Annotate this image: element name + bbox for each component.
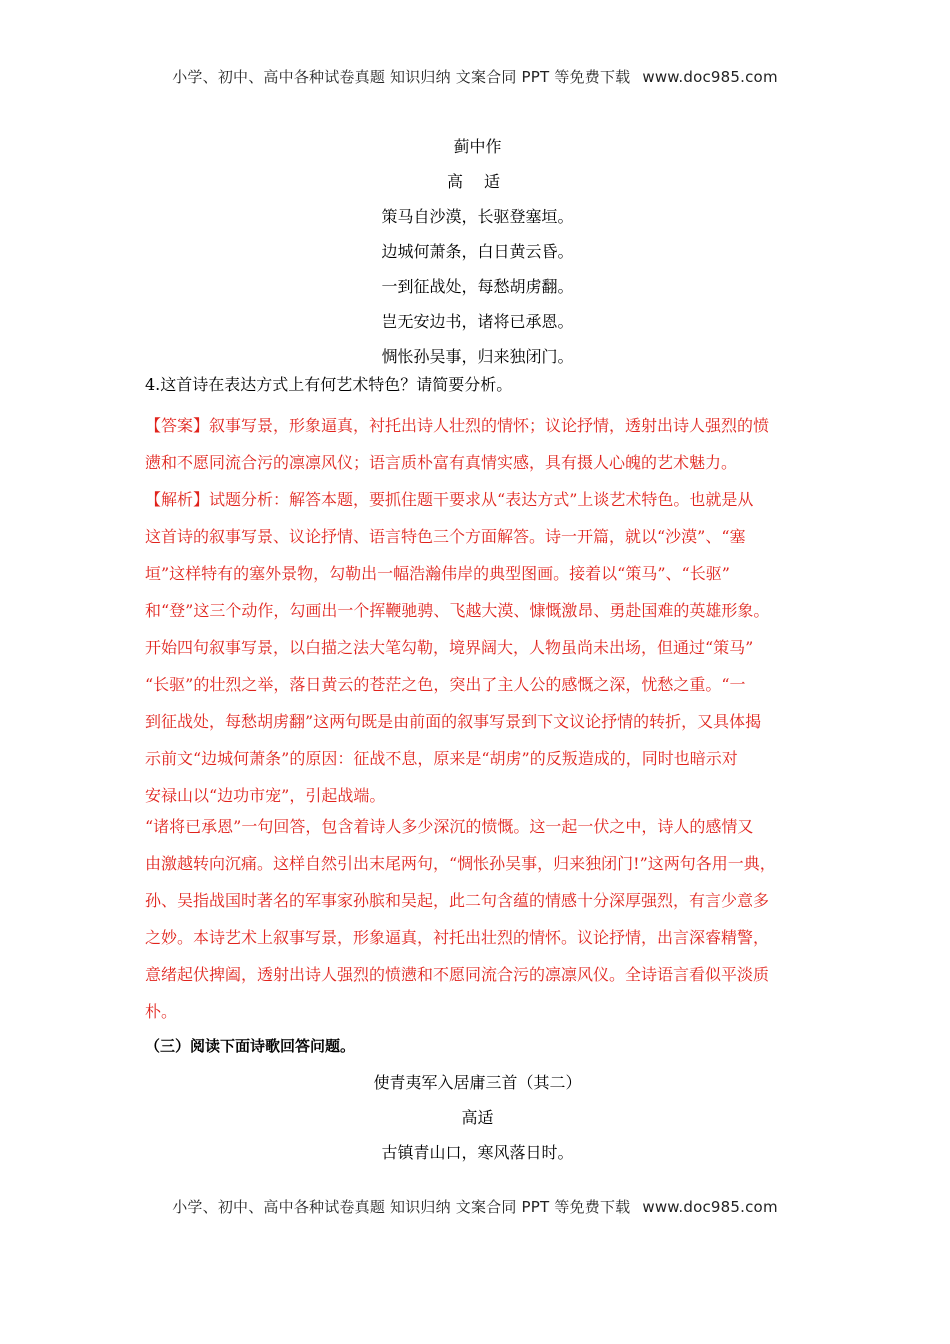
poem1-author: 高 适 bbox=[446, 172, 509, 191]
poem2-line: 古镇青山口，寒风落日时。 bbox=[381, 1143, 574, 1162]
header-site-link[interactable]: www.doc985.com bbox=[642, 68, 778, 86]
page-footer bbox=[0, 1196, 950, 1217]
poem1-line: 一到征战处，每愁胡虏翻。 bbox=[381, 277, 574, 296]
analysis-line: 到征战处，每愁胡虏翻”这两句既是由前面的叙事写景到下文议论抒情的转折，又具体揭 bbox=[145, 712, 762, 731]
poem1-line: 边城何萧条，白日黄云昏。 bbox=[381, 242, 574, 261]
header-text: 小学、初中、高中各种试卷真题 知识归纳 文案合同 PPT 等免费下载 bbox=[172, 68, 631, 86]
poem1-title: 蓟中作 bbox=[453, 137, 502, 156]
analysis-line: 示前文“边城何萧条”的原因：征战不息，原来是“胡虏”的反叛造成的，同时也暗示对 bbox=[145, 749, 738, 768]
analysis-tag: 【解析】 bbox=[145, 490, 210, 509]
answer-line: 懑和不愿同流合污的凛凛风仪；语言质朴富有真情实感，具有摄人心魄的艺术魅力。 bbox=[145, 453, 738, 472]
document-body bbox=[145, 137, 810, 1178]
analysis-line: “长驱”的壮烈之举，落日黄云的苍茫之色，突出了主人公的感慨之深，忧愁之重。“一 bbox=[145, 675, 746, 694]
analysis-line: 朴。 bbox=[145, 1002, 178, 1021]
analysis-line: 垣”这样特有的塞外景物，勾勒出一幅浩瀚伟岸的典型图画。接着以“策马”、“长驱” bbox=[145, 564, 730, 583]
footer-text: 小学、初中、高中各种试卷真题 知识归纳 文案合同 PPT 等免费下载 bbox=[172, 1198, 631, 1216]
analysis-block bbox=[145, 481, 810, 1030]
poem2-title: 使青夷军入居庸三首（其二） bbox=[373, 1073, 582, 1092]
analysis-line: 孙、吴指战国时著名的军事家孙膑和吴起，此二句含蕴的情感十分深厚强烈，有言少意多 bbox=[145, 891, 770, 910]
page-header bbox=[0, 66, 950, 87]
analysis-line: “诸将已承恩”一句回答，包含着诗人多少深沉的愤慨。这一起一伏之中，诗人的感情又 bbox=[145, 817, 754, 836]
analysis-line: 和“登”这三个动作，勾画出一个挥鞭驰骋、飞越大漠、慷慨激昂、勇赴国难的英雄形象。 bbox=[145, 601, 770, 620]
analysis-line: 这首诗的叙事写景、议论抒情、语言特色三个方面解答。诗一开篇，就以“沙漠”、“塞 bbox=[145, 527, 746, 546]
analysis-line: 之妙。本诗艺术上叙事写景，形象逼真，衬托出壮烈的情怀。议论抒情，出言深睿精警， bbox=[145, 928, 770, 947]
poem2-author: 高适 bbox=[461, 1108, 494, 1127]
analysis-line: 开始四句叙事写景，以白描之法大笔勾勒，境界阔大，人物虽尚未出场，但通过“策马” bbox=[145, 638, 754, 657]
poem1-line: 岂无安边书，诸将已承恩。 bbox=[381, 312, 574, 331]
poem1-line: 惆怅孙吴事，归来独闭门。 bbox=[381, 347, 574, 366]
poem1-line: 策马自沙漠，长驱登塞垣。 bbox=[381, 207, 574, 226]
analysis-line: 【解析】试题分析：解答本题，要抓住题干要求从“表达方式”上谈艺术特色。也就是从 bbox=[145, 490, 754, 509]
section-3-heading: （三）阅读下面诗歌回答问题。 bbox=[145, 1037, 356, 1055]
analysis-line: 安禄山以“边功市宠”，引起战端。 bbox=[145, 786, 386, 805]
answer-block bbox=[145, 407, 810, 481]
answer-tag: 【答案】 bbox=[145, 416, 210, 435]
analysis-line: 由激越转向沉痛。这样自然引出末尾两句，“惆怅孙吴事，归来独闭门!”这两句各用一典， bbox=[145, 854, 776, 873]
answer-line: 【答案】叙事写景，形象逼真，衬托出诗人壮烈的情怀；议论抒情，透射出诗人强烈的愤 bbox=[145, 416, 770, 435]
footer-site-link[interactable]: www.doc985.com bbox=[642, 1198, 778, 1216]
question-4: 4.这首诗在表达方式上有何艺术特色？请简要分析。 bbox=[145, 375, 513, 394]
analysis-line: 意绪起伏捭阖，透射出诗人强烈的愤懑和不愿同流合污的凛凛风仪。全诗语言看似平淡质 bbox=[145, 965, 770, 984]
